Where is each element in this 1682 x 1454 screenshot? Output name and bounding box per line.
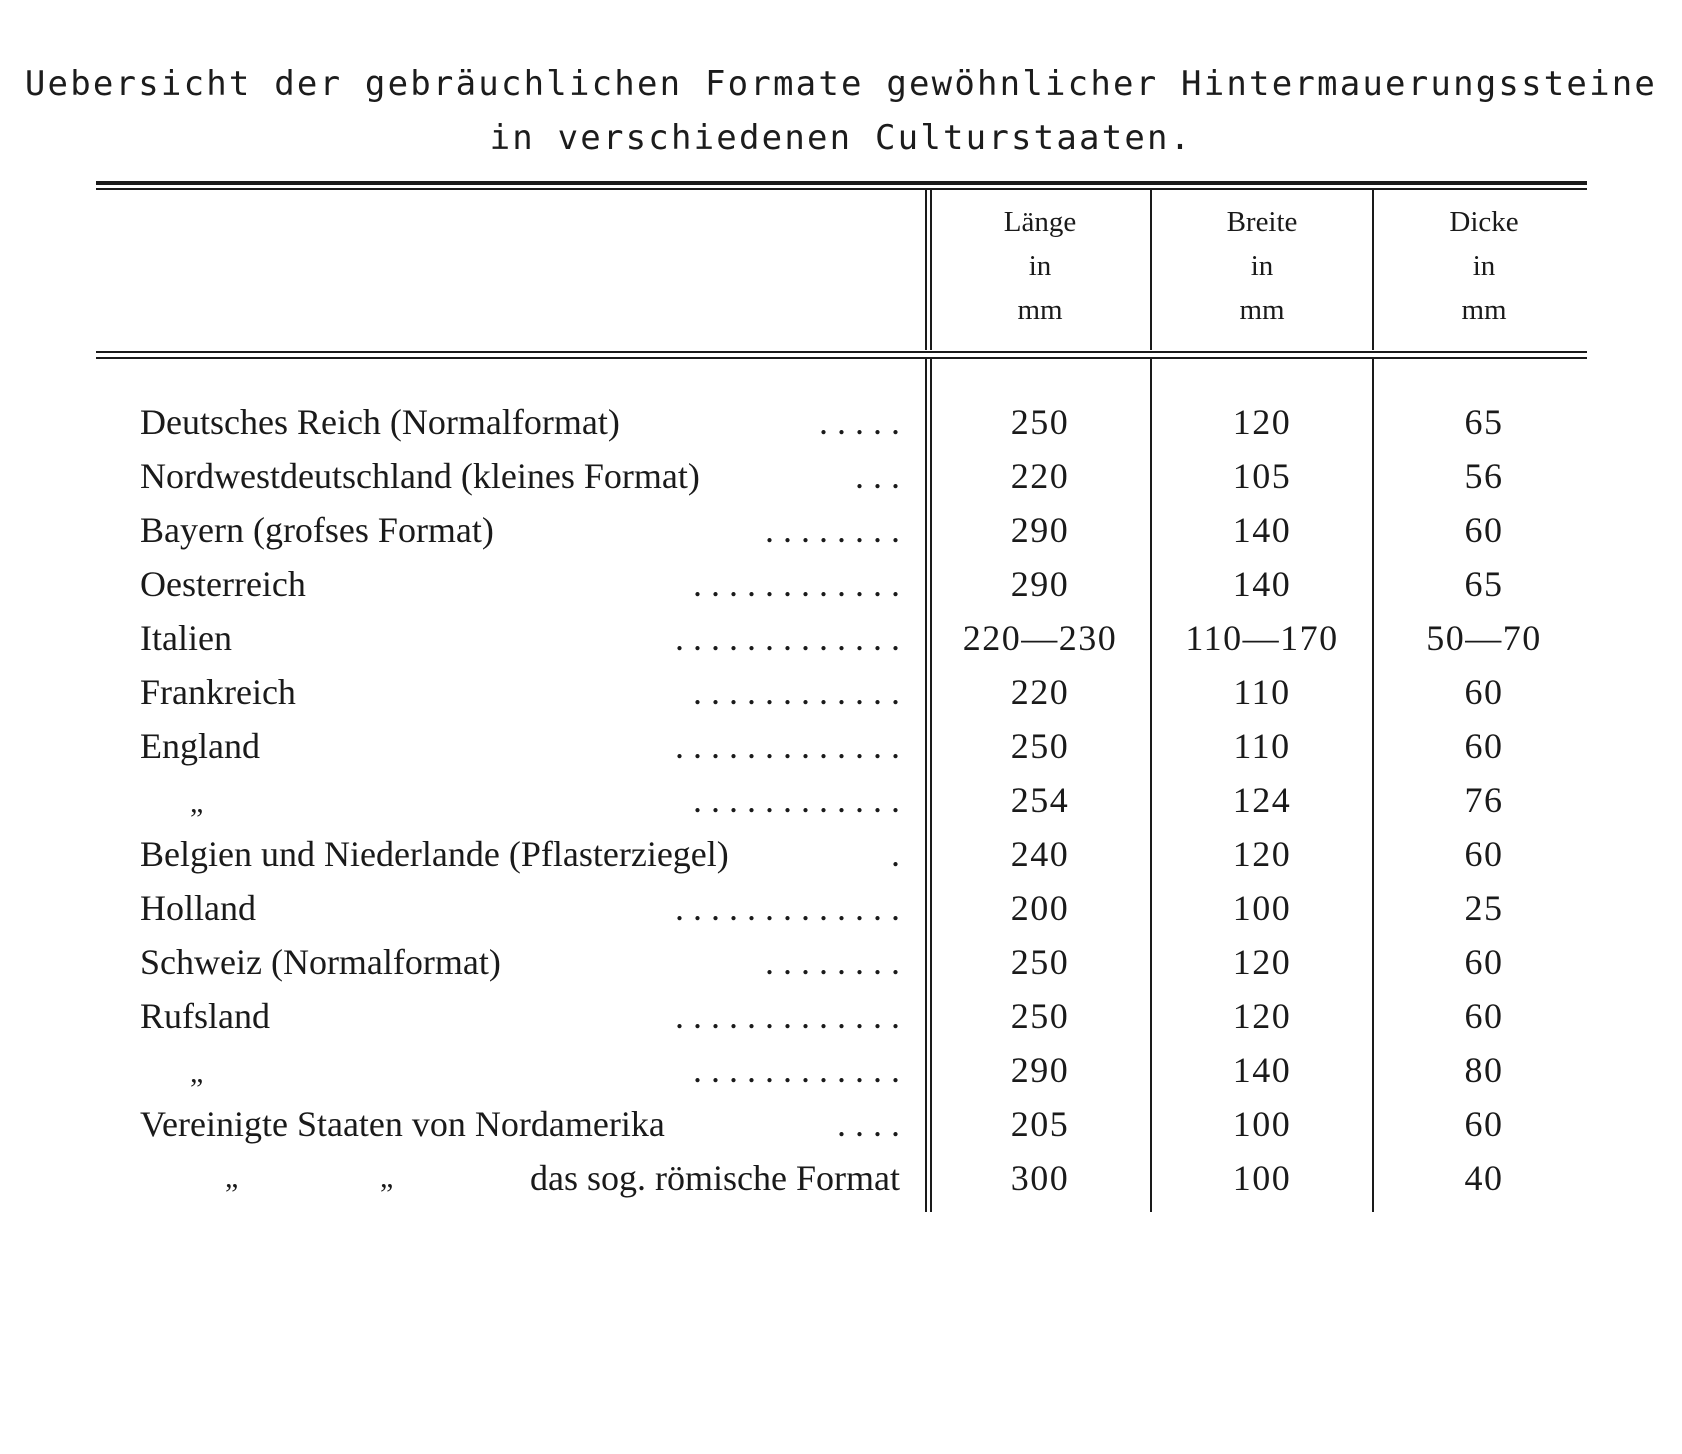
cell-dicke: 65 — [1464, 564, 1504, 604]
header-laenge-line2: in — [1028, 250, 1052, 282]
row-label-text: das sog. römische Format — [524, 1151, 900, 1205]
table-title-line-1: Uebersicht der gebräuchlichen Formate gewöhnlicher Hintermauerungssteine — [24, 64, 1658, 104]
leader-dots: . . . . . . . . . . . . . — [675, 618, 900, 658]
cell-breite: 110—170 — [1185, 618, 1339, 658]
cell-breite: 110 — [1233, 726, 1291, 766]
leader-dots: . . . . . . . . . . . . . — [675, 888, 900, 928]
row-label-text: Schweiz (Normalformat) — [140, 942, 511, 982]
cell-laenge: 240 — [1010, 834, 1070, 874]
row-label — [140, 1043, 900, 1097]
cell-dicke: 60 — [1464, 1104, 1504, 1144]
label-divider-header-a — [925, 190, 927, 350]
header-breite — [1152, 200, 1372, 332]
cell-laenge: 220 — [1010, 672, 1070, 712]
cell-dicke: 60 — [1464, 726, 1504, 766]
header-laenge — [930, 200, 1150, 332]
row-label-text: Rufsland — [140, 996, 280, 1036]
header-rule-1 — [96, 351, 1587, 353]
cell-breite: 110 — [1233, 672, 1291, 712]
row-label-text: England — [140, 726, 270, 766]
header-dicke-line3: mm — [1461, 294, 1507, 326]
table-title-line-2: in verschiedenen Culturstaaten. — [489, 118, 1193, 158]
row-label-text: Holland — [140, 888, 266, 928]
cell-dicke: 50—70 — [1426, 618, 1542, 658]
cell-dicke: 25 — [1464, 888, 1504, 928]
cell-laenge: 250 — [1010, 996, 1070, 1036]
row-label — [140, 773, 900, 827]
cell-laenge: 254 — [1010, 780, 1070, 820]
row-label-text: Vereinigte Staaten von Nordamerika — [140, 1104, 675, 1144]
leader-dots: . . . . . . . . . . . . . — [675, 996, 900, 1036]
header-breite-line3: mm — [1239, 294, 1285, 326]
row-label-text: Bayern (grofses Format) — [140, 510, 504, 550]
cell-laenge: 200 — [1010, 888, 1070, 928]
cell-laenge: 300 — [1010, 1158, 1070, 1198]
row-label-text: Italien — [140, 618, 242, 658]
cell-dicke: 65 — [1464, 402, 1504, 442]
cell-dicke: 56 — [1464, 456, 1504, 496]
row-label — [140, 611, 900, 665]
row-label — [140, 395, 900, 449]
leader-dots: . . . . . — [819, 402, 900, 442]
header-dicke-line2: in — [1472, 250, 1496, 282]
cell-breite: 140 — [1232, 564, 1292, 604]
cell-laenge: 250 — [1010, 402, 1070, 442]
row-label-text: Deutsches Reich (Normalformat) — [140, 402, 630, 442]
row-label — [140, 1097, 900, 1151]
cell-breite: 124 — [1232, 780, 1292, 820]
cell-dicke: 60 — [1464, 510, 1504, 550]
ditto-mark: „ — [380, 1161, 394, 1194]
cell-breite: 140 — [1232, 1050, 1292, 1090]
row-label-text: Oesterreich — [140, 564, 316, 604]
ditto-mark: „ — [190, 786, 213, 819]
row-label — [140, 827, 900, 881]
ditto-mark: „ — [190, 1056, 213, 1089]
cell-dicke: 76 — [1464, 780, 1504, 820]
row-label — [140, 935, 900, 989]
header-breite-line2: in — [1250, 250, 1274, 282]
leader-dots: . . . . — [837, 1104, 900, 1144]
row-label-text: Belgien und Niederlande (Pflasterziegel) — [140, 834, 739, 874]
cell-breite: 100 — [1232, 888, 1292, 928]
cell-laenge: 250 — [1010, 726, 1070, 766]
row-label — [140, 719, 900, 773]
row-label — [140, 449, 900, 503]
cell-breite: 100 — [1232, 1158, 1292, 1198]
header-rule-2 — [96, 357, 1587, 359]
cell-dicke: 40 — [1464, 1158, 1504, 1198]
leader-dots: . . . . . . . . — [765, 942, 900, 982]
row-label — [140, 881, 900, 935]
cell-laenge: 220—230 — [962, 618, 1118, 658]
header-dicke — [1374, 200, 1594, 332]
ditto-mark: „ — [225, 1161, 239, 1194]
top-rule-thin — [96, 188, 1587, 190]
row-label — [140, 665, 900, 719]
cell-breite: 100 — [1232, 1104, 1292, 1144]
leader-dots: . . . . . . . . . . . . — [693, 564, 900, 604]
cell-dicke: 60 — [1464, 942, 1504, 982]
row-label-text: Frankreich — [140, 672, 306, 712]
cell-dicke: 60 — [1464, 996, 1504, 1036]
cell-breite: 120 — [1232, 402, 1292, 442]
row-label — [140, 557, 900, 611]
row-label-text: Nordwestdeutschland (kleines Format) — [140, 456, 710, 496]
leader-dots: . . . . . . . . — [765, 510, 900, 550]
cell-laenge: 250 — [1010, 942, 1070, 982]
header-laenge-line3: mm — [1017, 294, 1063, 326]
cell-laenge: 290 — [1010, 1050, 1070, 1090]
cell-dicke: 60 — [1464, 834, 1504, 874]
cell-laenge: 220 — [1010, 456, 1070, 496]
header-laenge-line1: Länge — [1003, 206, 1077, 238]
cell-breite: 105 — [1232, 456, 1292, 496]
leader-dots: . . . . . . . . . . . . — [693, 780, 900, 820]
header-dicke-line1: Dicke — [1449, 206, 1519, 238]
leader-dots: . . . — [855, 456, 900, 496]
cell-breite: 120 — [1232, 834, 1292, 874]
cell-breite: 120 — [1232, 942, 1292, 982]
leader-dots: . — [891, 834, 900, 874]
cell-dicke: 80 — [1464, 1050, 1504, 1090]
cell-breite: 140 — [1232, 510, 1292, 550]
cell-laenge: 205 — [1010, 1104, 1070, 1144]
cell-dicke: 60 — [1464, 672, 1504, 712]
cell-breite: 120 — [1232, 996, 1292, 1036]
row-label — [140, 1151, 900, 1205]
row-label — [140, 503, 900, 557]
label-divider-body-a — [925, 359, 927, 1212]
leader-dots: . . . . . . . . . . . . . — [675, 726, 900, 766]
leader-dots: . . . . . . . . . . . . — [693, 1050, 900, 1090]
cell-laenge: 290 — [1010, 564, 1070, 604]
cell-laenge: 290 — [1010, 510, 1070, 550]
leader-dots: . . . . . . . . . . . . — [693, 672, 900, 712]
header-breite-line1: Breite — [1226, 206, 1298, 238]
top-rule-thick — [96, 181, 1587, 185]
row-label — [140, 989, 900, 1043]
